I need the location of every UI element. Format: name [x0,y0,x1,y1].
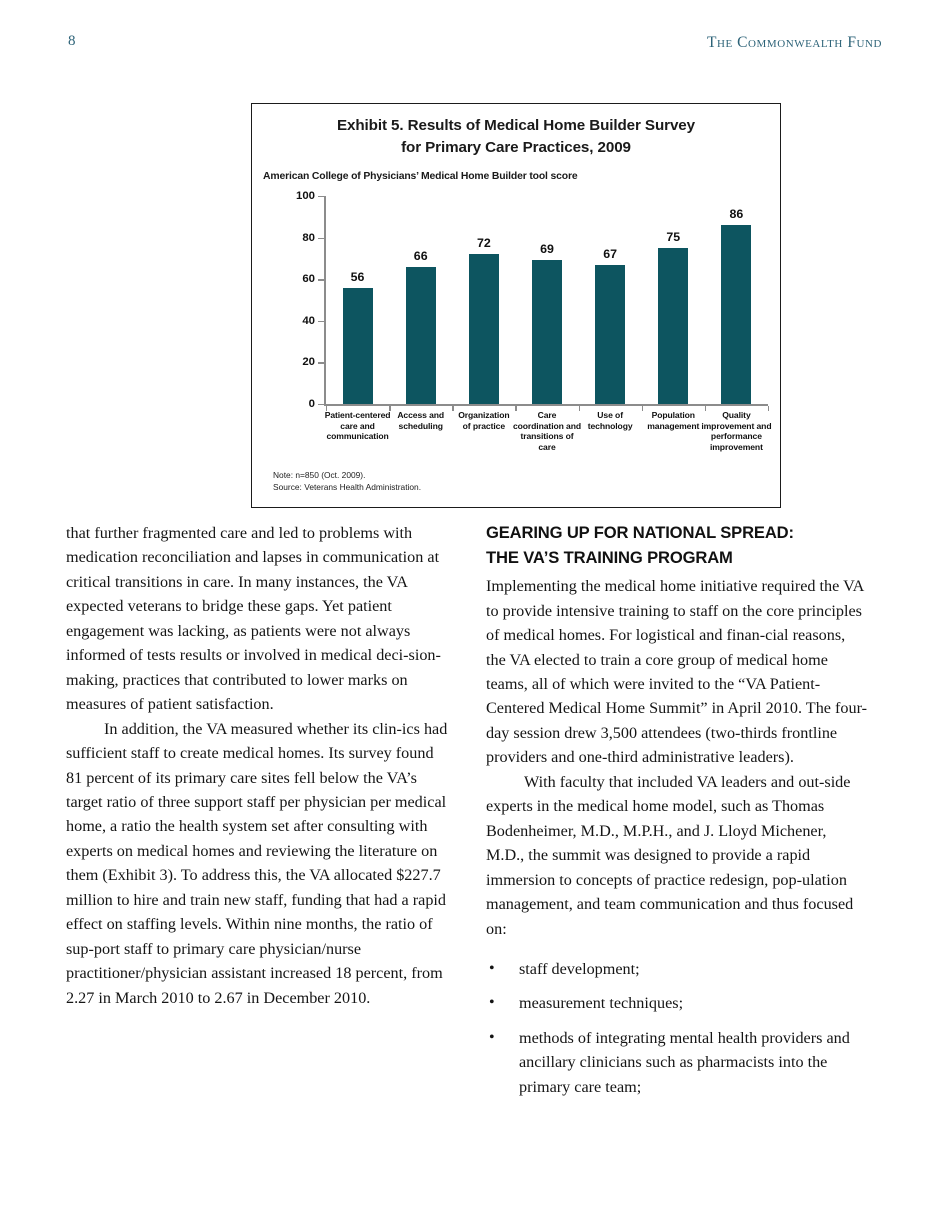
category-label-line: Organization [458,410,510,420]
bullet-text: methods of integrating mental health providers and ancillary clinicians such as pharmacists into the primary care team; [519,1028,850,1096]
y-axis-tick [318,238,324,239]
bullet-list [486,957,868,1099]
bullet-item [486,991,868,1015]
bar-value-label: 72 [476,236,491,251]
bar [721,225,751,404]
bullet-marker-icon: • [489,994,495,1012]
section-heading-line-2: THE VA’S TRAINING PROGRAM [486,547,733,567]
bullet-marker-icon: • [489,959,495,977]
bar [343,288,373,404]
page-number: 8 [68,33,76,49]
category-label-line: management [647,420,700,431]
category-label-line: improvement and [701,420,772,431]
chart-plot-area [290,190,768,410]
body-paragraph: In addition, the VA measured whether its clin-ics had sufficient staff to create medical homes. Its survey found 81 percent of its primary care sites fell below the VA’s target ratio of three support staff per physician per medical home, a ratio the health system set after consulting with experts on medical homes and reviewing the literature on them (Exhibit 3). To address this, the VA allocated $227.7 million to hire and train new staff, funding that had a rapid effect on staffing levels. Within nine months, the ratio of sup-port staff to primary care physician/nurse practitioner/physician assistant increased 18 percent, from 2.27 in March 2010 to 2.67 in December 2010. [66,719,448,1007]
category-label-line: communication [326,431,389,442]
bar-group [642,196,705,404]
bar-value-label: 66 [413,248,428,263]
category-label-line: Quality [722,410,751,420]
category-label-line: performance [710,431,762,442]
category-label-line: of practice [462,420,506,431]
page-header [68,33,882,57]
x-axis-line [324,404,768,406]
chart-subtitle: American College of Physicians’ Medical Home Builder tool score [263,171,578,182]
right-paragraphs [486,574,868,941]
bullet-marker-icon: • [489,1028,495,1046]
left-text-column [66,521,448,1010]
category-label-line: Use of [597,410,623,420]
bar-group [389,196,452,404]
x-axis-category-label [699,410,774,452]
category-label-line: scheduling [398,420,443,431]
chart-title-line-1: Exhibit 5. Results of Medical Home Builder Survey [336,117,695,134]
chart-title-line-2: for Primary Care Practices, 2009 [401,139,631,156]
section-heading [486,521,868,570]
bar [595,265,625,404]
y-axis-tick [318,196,324,197]
y-axis-tick-label: 60 [302,273,315,286]
bullet-text: staff development; [519,959,640,978]
category-label-line: Patient-centered [324,410,391,420]
category-label-line: Access and [397,410,445,420]
figure-notes [273,470,421,493]
y-axis-tick [318,404,324,405]
y-axis-tick [318,321,324,322]
exhibit-5-figure [251,103,781,508]
figure-note: Note: n=850 (Oct. 2009). [273,470,366,481]
bar [658,248,688,404]
right-text-column [486,521,868,1109]
y-axis-tick-label: 80 [302,231,315,244]
category-label-line: care and [340,420,375,431]
category-label-line: transitions of [520,431,574,442]
category-label-line: improvement [709,441,763,452]
bar-group [452,196,515,404]
bar-value-label: 75 [666,230,681,244]
bar-value-label: 67 [603,246,618,261]
bar-group [579,196,642,404]
category-label-line: coordination and [512,420,582,431]
section-heading-line-1: GEARING UP FOR NATIONAL SPREAD: [486,523,794,542]
figure-source: Source: Veterans Health Administration. [273,481,422,492]
bar-value-label: 69 [540,242,554,257]
body-paragraph: that further fragmented care and led to problems with medication reconciliation and lapses in communication at critical transitions in care. In many instances, the VA expected veterans to bridge these gaps. Yet patient engagement was lacking, as patients were not always informed of tests results or involved in medical deci-sion-making, practices that contributed to lower marks on measures of patient satisfaction. [66,524,441,714]
bullet-item [486,1026,868,1099]
bar [469,254,499,404]
category-label-line: technology [587,420,633,431]
bar-group [705,196,768,404]
bar-group [326,196,389,404]
bar [532,260,562,404]
y-axis-tick-label: 0 [308,398,315,410]
bar-value-label: 56 [350,269,365,284]
y-axis-tick-label: 100 [295,190,315,202]
y-axis-tick [318,362,324,363]
bullet-item [486,957,868,981]
bars-layer [326,196,768,404]
body-paragraph: Implementing the medical home initiative required the VA to provide intensive training to staff on the core principles of medical homes. For logistical and finan-cial reasons, the VA elected to train a core group of medical home teams, all of which were invited to the “VA Patient-Centered Medical Home Summit” in April 2010. The four-day session drew 3,500 attendees (two-thirds frontline providers and one-third administrative leaders). [486,577,868,767]
bar-value-label: 86 [729,207,744,222]
y-axis-tick-labels [290,190,318,410]
y-axis-tick [318,279,324,280]
x-axis-category-labels [324,410,772,472]
bullet-text: measurement techniques; [519,994,684,1013]
y-axis-tick-label: 40 [302,314,315,327]
body-paragraph: With faculty that included VA leaders and out-side experts in the medical home model, such as Thomas Bodenheimer, M.D., M.P.H., and J. Lloyd Michener, M.D., the summit was designed to provide a rapid immersion to concepts of practice redesign, pop-ulation management, and team communication and thus focused on: [486,772,854,938]
publication-name: The Commonwealth Fund [706,34,882,51]
category-label-line: Care [537,410,557,420]
y-axis-tick-label: 20 [302,356,315,369]
bar-group [515,196,578,404]
category-label-line: care [538,441,556,452]
bar [406,267,436,404]
category-label-line: Population [651,410,695,420]
